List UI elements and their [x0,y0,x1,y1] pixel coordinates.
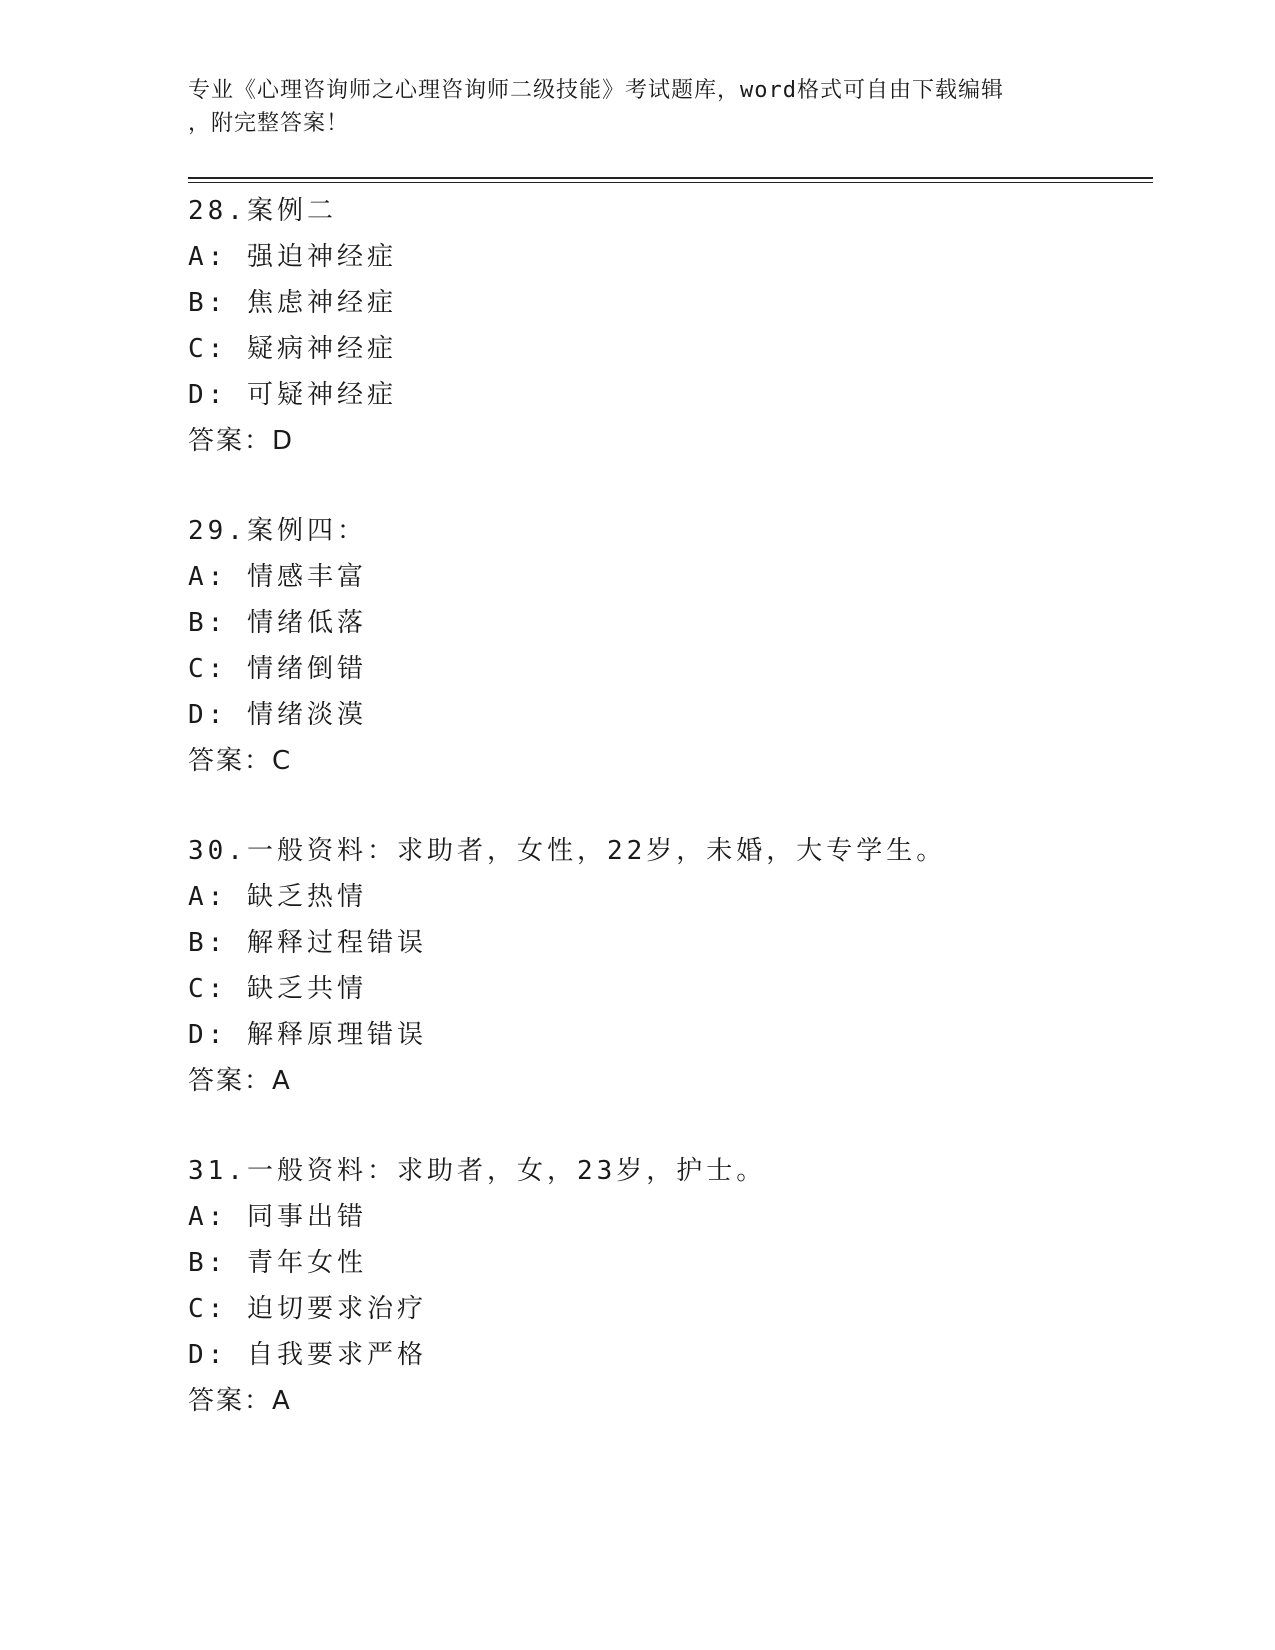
option-c: C: 缺乏共情 [188,974,367,1004]
option-d: D: 可疑神经症 [188,380,397,410]
option-b: B: 青年女性 [188,1248,367,1278]
question-29 [188,508,1148,784]
option-a: A: 强迫神经症 [188,242,397,272]
header-line-2: ，附完整答案！ [188,111,350,136]
answer-line: 答案：D [188,426,295,456]
option-a: A: 缺乏热情 [188,882,367,912]
question-31 [188,1148,1148,1424]
option-c: C: 迫切要求治疗 [188,1294,427,1324]
option-b: B: 解释过程错误 [188,928,427,958]
answer-line: 答案：C [188,746,293,776]
question-stem: 30.一般资料：求助者，女性，22岁，未婚，大专学生。 [188,836,947,866]
question-28 [188,188,1148,464]
option-a: A: 同事出错 [188,1202,367,1232]
option-b: B: 焦虑神经症 [188,288,397,318]
option-b: B: 情绪低落 [188,608,367,638]
question-stem: 31.一般资料：求助者，女，23岁，护士。 [188,1156,767,1186]
option-c: C: 情绪倒错 [188,654,367,684]
question-list [188,188,1148,1468]
option-a: A: 情感丰富 [188,562,367,592]
question-stem: 29.案例四： [188,516,367,546]
answer-line: 答案：A [188,1386,292,1416]
question-stem: 28.案例二 [188,196,337,226]
option-d: D: 情绪淡漠 [188,700,367,730]
header-divider-thin [188,182,1153,183]
header-line-1: 专业《心理咨询师之心理咨询师二级技能》考试题库，word格式可自由下载编辑 [188,78,1004,103]
option-d: D: 解释原理错误 [188,1020,427,1050]
answer-line: 答案：A [188,1066,292,1096]
header-divider-thick [188,177,1153,179]
option-c: C: 疑病神经症 [188,334,397,364]
option-d: D: 自我要求严格 [188,1340,427,1370]
question-30 [188,828,1148,1104]
document-header [188,74,1088,140]
